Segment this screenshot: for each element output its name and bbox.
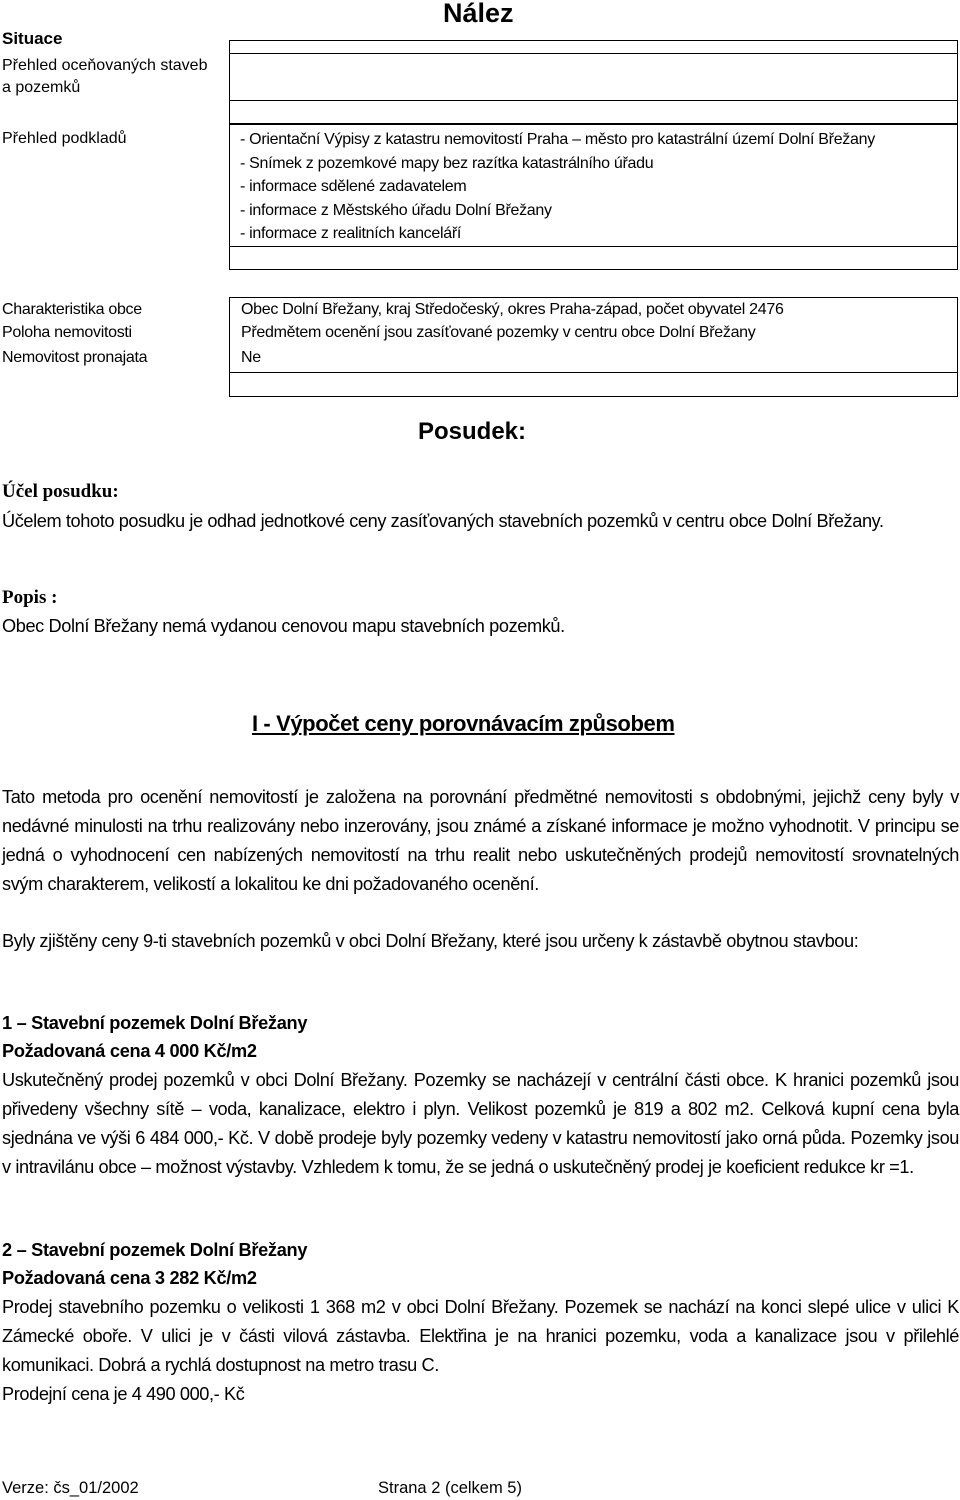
plot-1-text: Uskutečněný prodej pozemků v obci Dolní Břežany. Pozemky se nacházejí v centrální části obce. K hranici pozemků jsou přivedeny všechny sítě – voda, kanalizace, elektro i plyn. Velikost pozemků je 819 a 802 m2. Celková kupní cena byla sjednána ve výši 6 484 000,- Kč. V době prodeje byly pozemky vedeny v katastru nemovitostí jako orná půda. Pozemky jsou v intravilánu obce – možnost výstavby. Vzhledem k tomu, že se jedná o uskutečněný prodej je koeficient redukce kr =1. [2, 1070, 959, 1177]
overview-label [2, 55, 207, 99]
method-heading: I - Výpočet ceny porovnávacím způsobem [252, 711, 675, 736]
footer-page: Strana 2 (celkem 5) [378, 1479, 522, 1497]
property-label-location: Poloha nemovitosti [2, 324, 132, 341]
plot-2-extra: Prodejní cena je 4 490 000,- Kč [2, 1384, 245, 1404]
footer-version: Verze: čs_01/2002 [2, 1479, 139, 1497]
property-label-rented: Nemovitost pronajata [2, 349, 148, 366]
property-label-characteristics: Charakteristika obce [2, 301, 142, 318]
method-paragraph: Tato metoda pro ocenění nemovitostí je založena na porovnání předmětné nemovitosti s obdobnými, jejichž ceny byly v nedávné minulosti na trhu realizovány nebo inzerovány, jsou známé a získané informace je možno vyhodnotit. V principu se jedná o vyhodnocení cen nabízených nemovitostí na trhu realit nebo uskutečněných prodejů nemovitostí srovnatelných svým charakterem, velikostí a lokalitou ke dni požadovaného ocenění. [2, 787, 959, 894]
overview-label-line1: Přehled oceňovaných staveb [2, 57, 208, 74]
property-footer-box [229, 373, 958, 397]
overview-box-3 [229, 101, 958, 124]
section-label: Situace [2, 29, 63, 48]
property-value-rented: Ne [241, 349, 261, 366]
page-title: Nález [443, 0, 514, 28]
plot-2-text: Prodej stavebního pozemku o velikosti 1 368 m2 v obci Dolní Břežany. Pozemek se nachází na konci slepé ulice v ulici K Zámecké oboře. V ulici je v části vilová zástavba. Elektřina je na hranici pozemku, voda a kanalizace jsou v přilehlé komunikaci. Dobrá a rychlá dostupnost na metro trasu C. [2, 1297, 959, 1375]
plot-2-price: Požadovaná cena 3 282 Kč/m2 [2, 1268, 257, 1288]
sources-footer-box [229, 247, 958, 270]
method-intro: Byly zjištěny ceny 9-ti stavebních pozemků v obci Dolní Břežany, které jsou určeny k zástavbě obytnou stavbou: [2, 931, 859, 951]
source-item: - informace z realitních kanceláří [240, 225, 462, 242]
overview-label-line2: a pozemků [2, 79, 81, 96]
overview-box-1 [229, 40, 958, 53]
purpose-text: Účelem tohoto posudku je odhad jednotkové ceny zasíťovaných stavebních pozemků v centru obce Dolní Břežany. [2, 511, 884, 531]
source-item: - informace z Městského úřadu Dolní Břežany [240, 201, 552, 219]
source-item: - informace sdělené zadavatelem [240, 178, 467, 195]
source-item: - Orientační Výpisy z katastru nemovitostí Praha – město pro katastrální území Dolní Břežany [240, 131, 875, 148]
overview-box-2 [229, 53, 958, 101]
property-value-location: Předmětem ocenění jsou zasíťované pozemky v centru obce Dolní Břežany [241, 324, 756, 341]
description-heading: Popis : [2, 587, 58, 608]
property-value-characteristics: Obec Dolní Břežany, kraj Středočeský, okres Praha-západ, počet obyvatel 2476 [241, 301, 784, 318]
plot-1-price: Požadovaná cena 4 000 Kč/m2 [2, 1041, 257, 1061]
description-text: Obec Dolní Břežany nemá vydanou cenovou mapu stavebních pozemků. [2, 616, 565, 636]
purpose-heading: Účel posudku: [2, 481, 119, 502]
assessment-title: Posudek: [418, 418, 527, 445]
sources-label: Přehled podkladů [2, 130, 127, 147]
plot-1-title: 1 – Stavební pozemek Dolní Břežany [2, 1013, 308, 1033]
plot-2-title: 2 – Stavební pozemek Dolní Břežany [2, 1240, 308, 1260]
source-item: - Snímek z pozemkové mapy bez razítka katastrálního úřadu [240, 154, 654, 172]
sources-list [240, 128, 875, 246]
